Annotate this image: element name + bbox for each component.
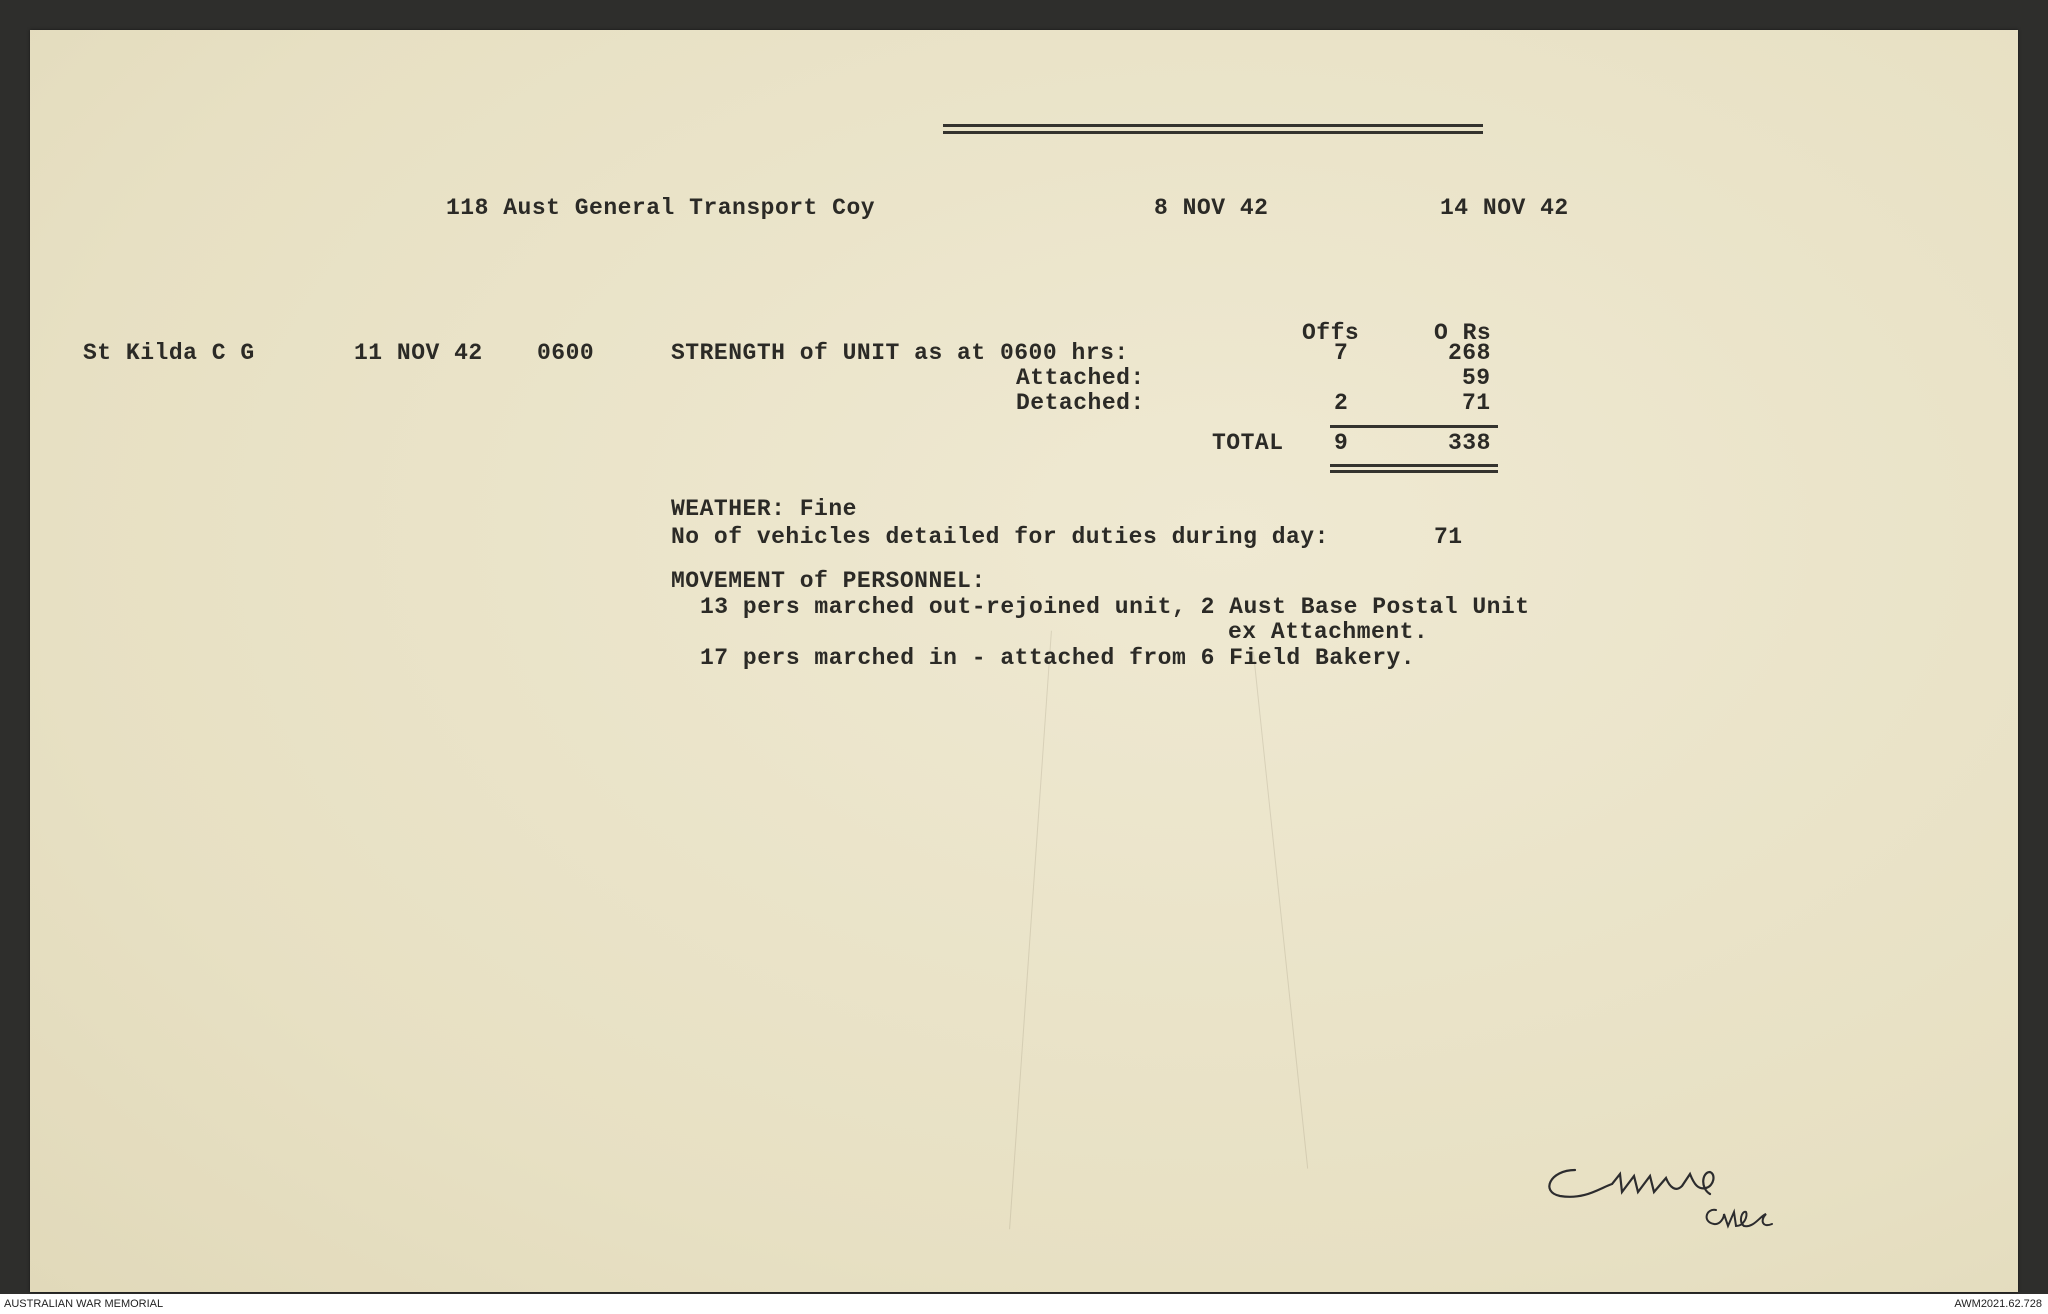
strength-offs: 7 [1334, 340, 1349, 366]
entry-time: 0600 [537, 340, 595, 366]
detached-ors: 71 [1462, 390, 1491, 416]
unit-name: 118 Aust General Transport Coy [446, 195, 876, 221]
header-rule [943, 124, 1483, 127]
signature [1530, 1130, 1870, 1260]
entry-date: 11 NOV 42 [354, 340, 483, 366]
total-rule [1330, 470, 1498, 473]
column-offs: Offs [1302, 320, 1360, 346]
header-rule [943, 131, 1483, 134]
vehicles-value: 71 [1434, 524, 1463, 550]
strength-label: STRENGTH of UNIT as at 0600 hrs: [671, 340, 1129, 366]
total-label: TOTAL [1212, 430, 1284, 456]
total-rule [1330, 464, 1498, 467]
strength-ors: 268 [1448, 340, 1491, 366]
movement-line: 17 pers marched in - attached from 6 Field Bakery. [700, 645, 1416, 671]
attached-label: Attached: [1016, 365, 1145, 391]
attached-ors: 59 [1462, 365, 1491, 391]
footer-reference: AWM2021.62.728 [1954, 1298, 2042, 1310]
archive-footer [0, 1294, 2048, 1314]
vehicles-label: No of vehicles detailed for duties during day: [671, 524, 1329, 550]
footer-institution: AUSTRALIAN WAR MEMORIAL [4, 1298, 164, 1310]
total-ors: 338 [1448, 430, 1491, 456]
movement-line-continued: ex Attachment. [1228, 619, 1429, 645]
detached-offs: 2 [1334, 390, 1349, 416]
column-ors: O Rs [1434, 320, 1492, 346]
document-page [30, 30, 2018, 1292]
movement-heading: MOVEMENT of PERSONNEL: [671, 568, 986, 594]
date-to: 14 NOV 42 [1440, 195, 1569, 221]
paper-crease [1009, 631, 1052, 1230]
movement-line: 13 pers marched out-rejoined unit, 2 Aust Base Postal Unit [700, 594, 1530, 620]
weather-line: WEATHER: Fine [671, 496, 857, 522]
paper-crease [1253, 651, 1308, 1168]
entry-place: St Kilda C G [83, 340, 255, 366]
subtotal-rule [1330, 425, 1498, 428]
total-offs: 9 [1334, 430, 1349, 456]
date-from: 8 NOV 42 [1154, 195, 1269, 221]
detached-label: Detached: [1016, 390, 1145, 416]
